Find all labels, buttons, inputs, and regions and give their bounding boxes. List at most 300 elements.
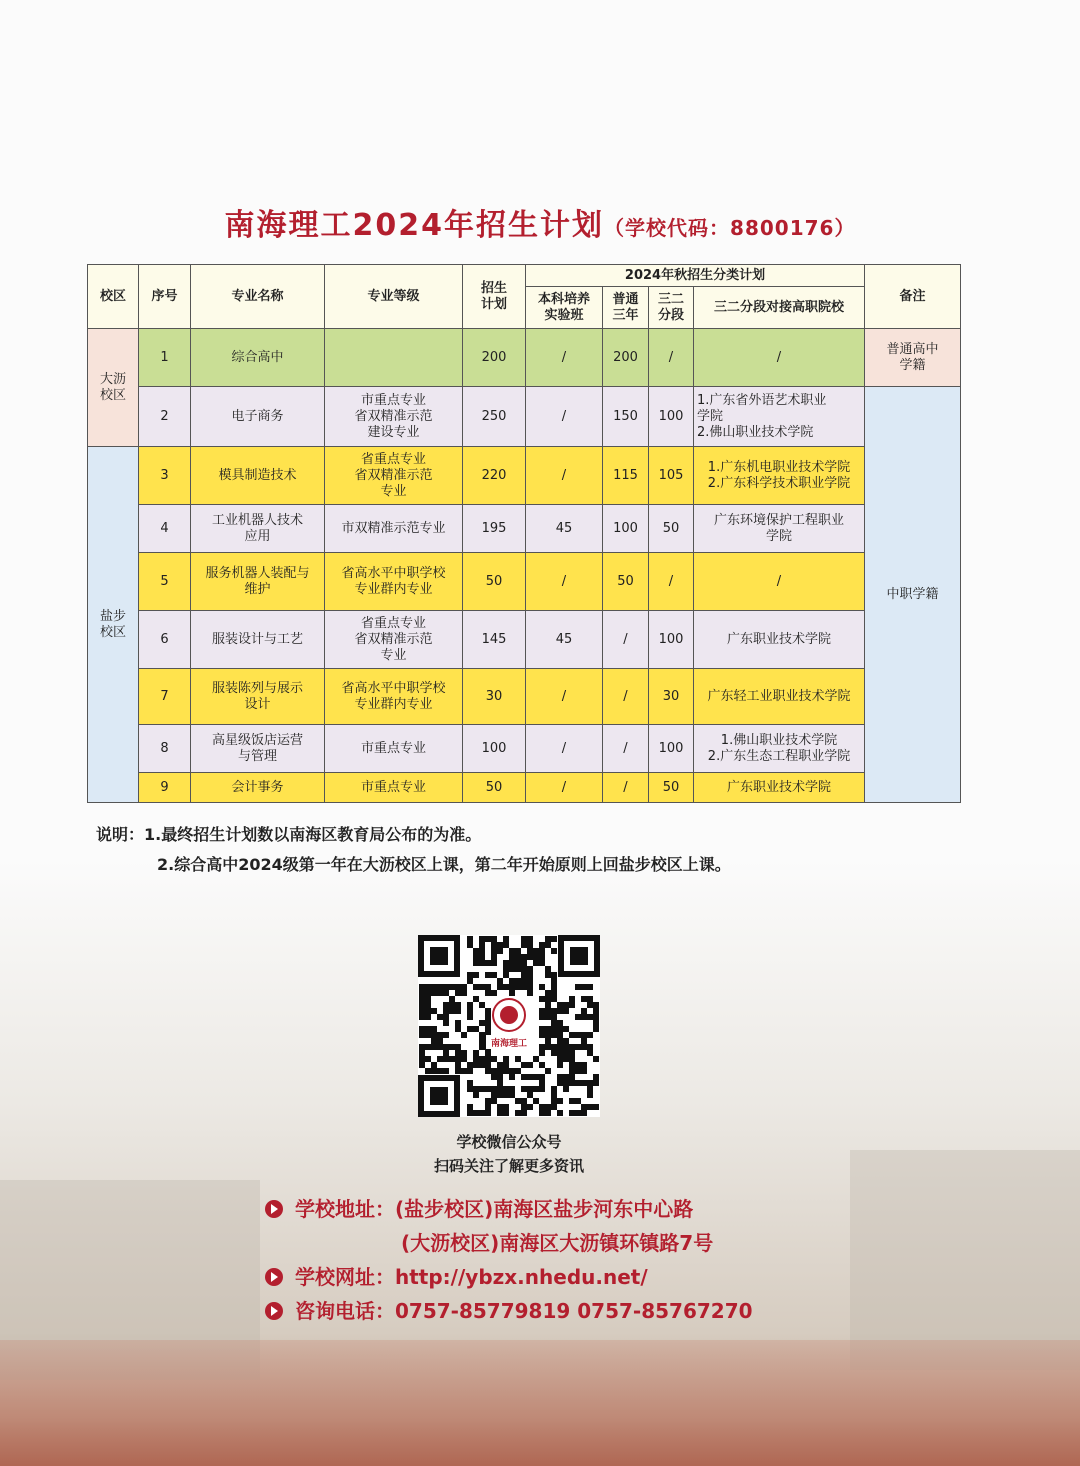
qr-module bbox=[419, 1026, 425, 1032]
qr-module bbox=[581, 1110, 587, 1116]
qr-module bbox=[527, 966, 533, 972]
cell-pt: / bbox=[603, 725, 649, 773]
qr-module bbox=[497, 1080, 503, 1086]
qr-module bbox=[479, 1056, 485, 1062]
qr-module bbox=[485, 1086, 491, 1092]
qr-module bbox=[533, 948, 539, 954]
qr-module bbox=[521, 984, 527, 990]
cell-plan: 50 bbox=[463, 553, 526, 611]
qr-module bbox=[587, 984, 593, 990]
qr-caption-1: 学校微信公众号 bbox=[456, 1133, 562, 1151]
website-link[interactable]: 学校网址：http://ybzx.nhedu.net/ bbox=[295, 1265, 648, 1289]
qr-module bbox=[491, 972, 497, 978]
qr-module bbox=[467, 1086, 473, 1092]
cell-college: 广东职业技术学院 bbox=[694, 611, 865, 669]
qr-module bbox=[419, 1032, 425, 1038]
qr-module bbox=[479, 1110, 485, 1116]
qr-module bbox=[539, 1080, 545, 1086]
qr-module bbox=[467, 942, 473, 948]
qr-module bbox=[551, 1086, 557, 1092]
qr-module bbox=[419, 1062, 425, 1068]
qr-module bbox=[473, 1056, 479, 1062]
qr-module bbox=[467, 1014, 473, 1020]
qr-module bbox=[521, 1086, 527, 1092]
qr-module bbox=[485, 1014, 491, 1020]
qr-module bbox=[479, 1062, 485, 1068]
qr-module bbox=[515, 978, 521, 984]
qr-module bbox=[479, 960, 485, 966]
qr-module bbox=[431, 984, 437, 990]
qr-module bbox=[467, 1008, 473, 1014]
qr-module bbox=[557, 1026, 563, 1032]
qr-module bbox=[509, 1068, 515, 1074]
qr-module bbox=[509, 1092, 515, 1098]
qr-module bbox=[425, 1014, 431, 1020]
qr-module bbox=[533, 1098, 539, 1104]
qr-module bbox=[437, 1068, 443, 1074]
cell-se: 50 bbox=[649, 773, 694, 803]
qr-module bbox=[521, 1110, 527, 1116]
cell-bk: / bbox=[526, 553, 603, 611]
qr-module bbox=[491, 1098, 497, 1104]
cell-level: 市重点专业 bbox=[325, 725, 463, 773]
cell-major: 模具制造技术 bbox=[191, 447, 325, 505]
qr-module bbox=[467, 1068, 473, 1074]
cell-bk: 45 bbox=[526, 505, 603, 553]
qr-module bbox=[539, 1008, 545, 1014]
qr-module bbox=[479, 984, 485, 990]
qr-module bbox=[485, 1104, 491, 1110]
qr-module bbox=[497, 942, 503, 948]
school-code: （学校代码：8800176） bbox=[604, 216, 856, 240]
qr-module bbox=[491, 1092, 497, 1098]
phone-numbers: 咨询电话：0757-85779819 0757-85767270 bbox=[295, 1299, 753, 1323]
cell-plan: 195 bbox=[463, 505, 526, 553]
qr-module bbox=[509, 1086, 515, 1092]
qr-module bbox=[491, 1068, 497, 1074]
qr-module bbox=[443, 1044, 449, 1050]
qr-module bbox=[479, 1038, 485, 1044]
qr-module bbox=[575, 984, 581, 990]
qr-module bbox=[449, 1044, 455, 1050]
qr-module bbox=[455, 1026, 461, 1032]
play-bullet-icon bbox=[265, 1200, 283, 1218]
qr-module bbox=[593, 1056, 599, 1062]
qr-module bbox=[467, 978, 473, 984]
table-row bbox=[88, 611, 961, 669]
qr-module bbox=[473, 1086, 479, 1092]
qr-module bbox=[455, 1020, 461, 1026]
table-row bbox=[88, 725, 961, 773]
qr-module bbox=[563, 1038, 569, 1044]
cell-major: 服装陈列与展示 设计 bbox=[191, 669, 325, 725]
qr-module bbox=[551, 1098, 557, 1104]
qr-module bbox=[467, 936, 473, 942]
qr-module bbox=[467, 1026, 473, 1032]
cell-se: 30 bbox=[649, 669, 694, 725]
qr-module bbox=[479, 1086, 485, 1092]
qr-module bbox=[485, 1026, 491, 1032]
qr-module bbox=[557, 1008, 563, 1014]
qr-module bbox=[527, 954, 533, 960]
cell-pt: 150 bbox=[603, 387, 649, 447]
qr-module bbox=[497, 1104, 503, 1110]
qr-module bbox=[557, 1020, 563, 1026]
header-se: 三二 分段 bbox=[649, 287, 694, 329]
qr-module bbox=[503, 960, 509, 966]
qr-module bbox=[533, 954, 539, 960]
cell-seq: 8 bbox=[139, 725, 191, 773]
qr-module bbox=[563, 1086, 569, 1092]
qr-module bbox=[575, 1044, 581, 1050]
qr-module bbox=[455, 990, 461, 996]
qr-module bbox=[443, 1014, 449, 1020]
qr-module bbox=[569, 1074, 575, 1080]
cell-seq: 3 bbox=[139, 447, 191, 505]
qr-module bbox=[527, 936, 533, 942]
qr-module bbox=[539, 1050, 545, 1056]
qr-module bbox=[557, 1110, 563, 1116]
cell-seq: 2 bbox=[139, 387, 191, 447]
qr-module bbox=[515, 984, 521, 990]
qr-module bbox=[515, 966, 521, 972]
qr-module bbox=[497, 1110, 503, 1116]
qr-module bbox=[551, 978, 557, 984]
cell-level: 市重点专业 省双精准示范 建设专业 bbox=[325, 387, 463, 447]
qr-module bbox=[563, 1050, 569, 1056]
play-bullet-icon bbox=[265, 1268, 283, 1286]
qr-module bbox=[473, 1050, 479, 1056]
note-vocational: 中职学籍 bbox=[865, 387, 961, 803]
qr-module bbox=[449, 984, 455, 990]
qr-module bbox=[533, 1074, 539, 1080]
qr-module bbox=[551, 936, 557, 942]
qr-module bbox=[551, 1092, 557, 1098]
qr-module bbox=[551, 1032, 557, 1038]
cell-college: 广东职业技术学院 bbox=[694, 773, 865, 803]
footnotes bbox=[96, 820, 731, 880]
cell-bk: / bbox=[526, 725, 603, 773]
qr-module bbox=[425, 990, 431, 996]
qr-module bbox=[581, 1080, 587, 1086]
cell-seq: 1 bbox=[139, 329, 191, 387]
header-major: 专业名称 bbox=[191, 265, 325, 329]
cell-major: 会计事务 bbox=[191, 773, 325, 803]
qr-module bbox=[497, 1068, 503, 1074]
qr-module bbox=[461, 984, 467, 990]
cell-major: 服务机器人装配与 维护 bbox=[191, 553, 325, 611]
header-level: 专业等级 bbox=[325, 265, 463, 329]
contact-info bbox=[265, 1192, 753, 1328]
cell-plan: 50 bbox=[463, 773, 526, 803]
qr-module bbox=[509, 984, 515, 990]
qr-module bbox=[419, 996, 425, 1002]
qr-module bbox=[473, 960, 479, 966]
qr-module bbox=[515, 960, 521, 966]
qr-module bbox=[575, 1068, 581, 1074]
qr-module bbox=[479, 948, 485, 954]
qr-module bbox=[425, 1026, 431, 1032]
qr-module bbox=[587, 1092, 593, 1098]
qr-module bbox=[449, 1002, 455, 1008]
qr-module bbox=[521, 954, 527, 960]
qr-code-icon bbox=[418, 935, 600, 1117]
qr-module bbox=[443, 1008, 449, 1014]
qr-module bbox=[485, 936, 491, 942]
cell-bk: 45 bbox=[526, 611, 603, 669]
qr-module bbox=[563, 1044, 569, 1050]
qr-module bbox=[503, 1086, 509, 1092]
qr-module bbox=[467, 1110, 473, 1116]
qr-module bbox=[527, 1074, 533, 1080]
cell-level: 省高水平中职学校 专业群内专业 bbox=[325, 669, 463, 725]
qr-module bbox=[539, 1086, 545, 1092]
enrollment-plan-table bbox=[87, 264, 961, 803]
qr-module bbox=[443, 1056, 449, 1062]
qr-module bbox=[557, 1098, 563, 1104]
qr-module bbox=[473, 972, 479, 978]
qr-module bbox=[503, 1062, 509, 1068]
cell-se: 50 bbox=[649, 505, 694, 553]
cell-se: / bbox=[649, 553, 694, 611]
qr-module bbox=[569, 1080, 575, 1086]
qr-module bbox=[443, 1020, 449, 1026]
qr-module bbox=[437, 1056, 443, 1062]
qr-module bbox=[455, 1068, 461, 1074]
qr-module bbox=[587, 996, 593, 1002]
qr-module bbox=[539, 1032, 545, 1038]
qr-module bbox=[575, 1014, 581, 1020]
table-row bbox=[88, 505, 961, 553]
qr-module bbox=[545, 966, 551, 972]
qr-module bbox=[545, 1008, 551, 1014]
qr-module bbox=[521, 978, 527, 984]
qr-module bbox=[515, 1110, 521, 1116]
title-main: 南海理工2024年招生计划 bbox=[224, 208, 605, 243]
qr-module bbox=[551, 1044, 557, 1050]
qr-module bbox=[455, 1044, 461, 1050]
qr-module bbox=[539, 1110, 545, 1116]
qr-module bbox=[449, 1056, 455, 1062]
qr-module bbox=[497, 984, 503, 990]
qr-module bbox=[443, 984, 449, 990]
cell-level bbox=[325, 329, 463, 387]
page-title bbox=[0, 200, 1080, 244]
qr-module bbox=[491, 960, 497, 966]
qr-module bbox=[509, 948, 515, 954]
qr-module bbox=[437, 990, 443, 996]
campus-dali: 大沥 校区 bbox=[88, 329, 139, 447]
cell-major: 工业机器人技术 应用 bbox=[191, 505, 325, 553]
cell-plan: 145 bbox=[463, 611, 526, 669]
footnote-1: 说明：1.最终招生计划数以南海区教育局公布的为准。 bbox=[96, 825, 482, 844]
header-note: 备注 bbox=[865, 265, 961, 329]
cell-se: 105 bbox=[649, 447, 694, 505]
qr-module bbox=[503, 1068, 509, 1074]
qr-module bbox=[473, 1062, 479, 1068]
qr-module bbox=[467, 1062, 473, 1068]
qr-module bbox=[545, 1002, 551, 1008]
qr-module bbox=[443, 1068, 449, 1074]
qr-module bbox=[461, 1032, 467, 1038]
qr-module bbox=[485, 1098, 491, 1104]
qr-module bbox=[485, 1050, 491, 1056]
qr-module bbox=[479, 1002, 485, 1008]
qr-module bbox=[485, 984, 491, 990]
qr-module bbox=[497, 948, 503, 954]
qr-module bbox=[587, 1086, 593, 1092]
qr-module bbox=[473, 996, 479, 1002]
qr-module bbox=[575, 1098, 581, 1104]
qr-module bbox=[551, 948, 557, 954]
qr-module bbox=[581, 1044, 587, 1050]
qr-module bbox=[587, 1104, 593, 1110]
cell-se: / bbox=[649, 329, 694, 387]
qr-module bbox=[431, 1026, 437, 1032]
qr-module bbox=[545, 936, 551, 942]
qr-module bbox=[593, 1014, 599, 1020]
qr-module bbox=[593, 1074, 599, 1080]
address-yanbu: 学校地址：(盐步校区)南海区盐步河东中心路 bbox=[295, 1197, 694, 1221]
qr-module bbox=[491, 948, 497, 954]
qr-module bbox=[521, 1098, 527, 1104]
qr-module bbox=[479, 954, 485, 960]
qr-module bbox=[533, 1086, 539, 1092]
qr-module bbox=[539, 996, 545, 1002]
qr-module bbox=[539, 948, 545, 954]
background-track bbox=[0, 1340, 1080, 1466]
cell-pt: 115 bbox=[603, 447, 649, 505]
qr-module bbox=[545, 1068, 551, 1074]
qr-module bbox=[521, 1062, 527, 1068]
cell-bk: / bbox=[526, 669, 603, 725]
cell-college: / bbox=[694, 329, 865, 387]
cell-plan: 200 bbox=[463, 329, 526, 387]
qr-module bbox=[485, 1068, 491, 1074]
qr-module bbox=[425, 984, 431, 990]
background-building bbox=[850, 1150, 1080, 1370]
qr-module bbox=[593, 1002, 599, 1008]
cell-college: 1.广东机电职业技术学院 2.广东科学技术职业学院 bbox=[694, 447, 865, 505]
qr-module bbox=[527, 948, 533, 954]
qr-module bbox=[557, 1062, 563, 1068]
qr-module bbox=[587, 1002, 593, 1008]
qr-module bbox=[557, 1002, 563, 1008]
header-campus: 校区 bbox=[88, 265, 139, 329]
qr-module bbox=[515, 948, 521, 954]
qr-module bbox=[593, 1080, 599, 1086]
qr-module bbox=[527, 1104, 533, 1110]
play-bullet-icon bbox=[265, 1302, 283, 1320]
qr-module bbox=[449, 996, 455, 1002]
qr-module bbox=[581, 1032, 587, 1038]
qr-caption bbox=[380, 1130, 638, 1178]
cell-pt: / bbox=[603, 611, 649, 669]
table-row bbox=[88, 447, 961, 505]
cell-seq: 5 bbox=[139, 553, 191, 611]
wechat-qr-code[interactable] bbox=[418, 935, 600, 1117]
qr-module bbox=[527, 1086, 533, 1092]
qr-module bbox=[485, 960, 491, 966]
qr-module bbox=[455, 1050, 461, 1056]
qr-module bbox=[515, 1056, 521, 1062]
qr-module bbox=[443, 1032, 449, 1038]
qr-module bbox=[527, 990, 533, 996]
table-row bbox=[88, 329, 961, 387]
qr-module bbox=[503, 984, 509, 990]
qr-module bbox=[551, 1050, 557, 1056]
qr-module bbox=[581, 1104, 587, 1110]
qr-module bbox=[527, 1062, 533, 1068]
cell-plan: 220 bbox=[463, 447, 526, 505]
qr-module bbox=[587, 1032, 593, 1038]
cell-level: 省高水平中职学校 专业群内专业 bbox=[325, 553, 463, 611]
qr-module bbox=[419, 990, 425, 996]
qr-module bbox=[545, 1104, 551, 1110]
qr-module bbox=[431, 1032, 437, 1038]
note-general-high: 普通高中 学籍 bbox=[865, 329, 961, 387]
qr-module bbox=[521, 936, 527, 942]
qr-module bbox=[557, 1074, 563, 1080]
cell-level: 省重点专业 省双精准示范 专业 bbox=[325, 447, 463, 505]
qr-module bbox=[425, 996, 431, 1002]
qr-module bbox=[575, 1080, 581, 1086]
cell-se: 100 bbox=[649, 387, 694, 447]
qr-module bbox=[431, 1068, 437, 1074]
qr-module bbox=[587, 1080, 593, 1086]
qr-module bbox=[503, 972, 509, 978]
qr-module bbox=[431, 1038, 437, 1044]
qr-module bbox=[521, 960, 527, 966]
qr-module bbox=[467, 1002, 473, 1008]
qr-module bbox=[419, 1014, 425, 1020]
qr-module bbox=[569, 1032, 575, 1038]
qr-module bbox=[485, 972, 491, 978]
qr-module bbox=[557, 1032, 563, 1038]
qr-module bbox=[593, 1008, 599, 1014]
qr-module bbox=[437, 984, 443, 990]
qr-module bbox=[593, 1104, 599, 1110]
qr-module bbox=[539, 1104, 545, 1110]
qr-module bbox=[569, 1068, 575, 1074]
qr-module bbox=[491, 1074, 497, 1080]
qr-module bbox=[491, 942, 497, 948]
cell-level: 省重点专业 省双精准示范 专业 bbox=[325, 611, 463, 669]
qr-module bbox=[539, 1026, 545, 1032]
qr-module bbox=[557, 1050, 563, 1056]
address-dali: (大沥校区)南海区大沥镇环镇路7号 bbox=[401, 1231, 714, 1255]
cell-seq: 6 bbox=[139, 611, 191, 669]
cell-level: 市双精准示范专业 bbox=[325, 505, 463, 553]
qr-module bbox=[473, 1092, 479, 1098]
qr-module bbox=[461, 1056, 467, 1062]
header-plan: 招生 计划 bbox=[463, 265, 526, 329]
qr-module bbox=[485, 1062, 491, 1068]
qr-module bbox=[545, 996, 551, 1002]
qr-module bbox=[455, 1056, 461, 1062]
qr-module bbox=[425, 1056, 431, 1062]
qr-module bbox=[425, 1044, 431, 1050]
qr-module bbox=[551, 984, 557, 990]
qr-module bbox=[545, 1038, 551, 1044]
qr-module bbox=[551, 1104, 557, 1110]
qr-module bbox=[437, 1032, 443, 1038]
qr-module bbox=[497, 1092, 503, 1098]
qr-module bbox=[539, 1062, 545, 1068]
qr-module bbox=[563, 1026, 569, 1032]
qr-module bbox=[533, 960, 539, 966]
qr-module bbox=[443, 1002, 449, 1008]
